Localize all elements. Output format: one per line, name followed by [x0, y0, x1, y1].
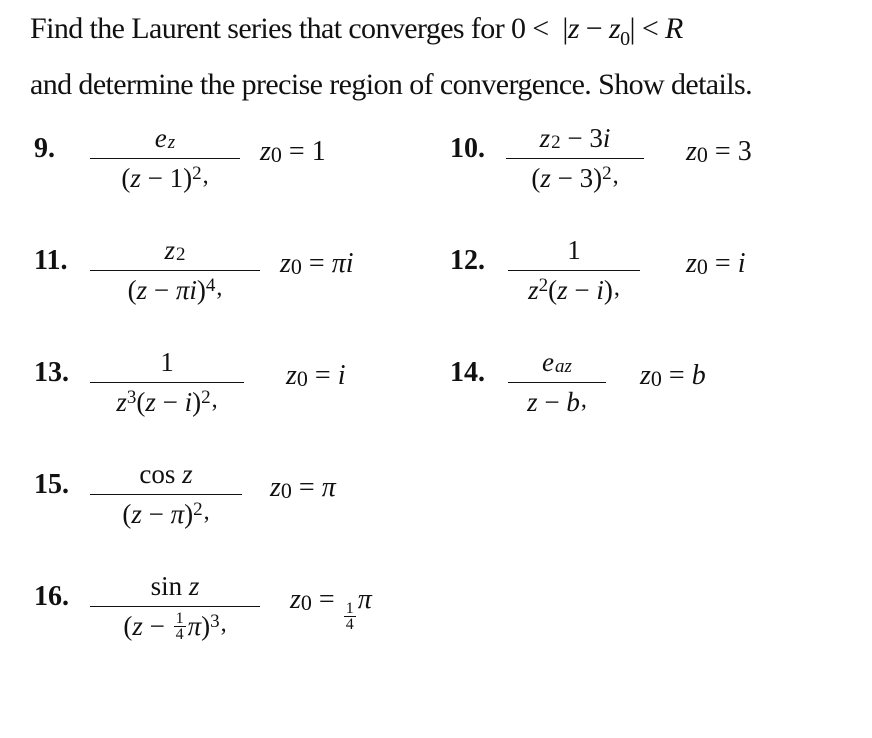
denominator: ( z − πi ) 4 ,	[127, 275, 223, 305]
numerator: e az	[542, 347, 572, 377]
instruction-line-2: and determine the precise region of convergence. Show details.	[30, 68, 752, 101]
problem-number: 10.	[450, 133, 485, 164]
numerator: z 2 − 3 i	[539, 123, 611, 153]
denominator: ( z − 1) 2 ,	[121, 163, 209, 193]
expression	[508, 334, 606, 429]
center-point: z0 = b	[640, 360, 706, 391]
instruction-line-1: Find the Laurent series that converges for $0 < |z - z_0| < R$	[30, 12, 683, 50]
center-point: z0 = $\frac{1}{4}$ π	[290, 584, 372, 633]
center-point: z0 = 3	[686, 136, 752, 167]
denominator: ( z − 1 4 π ) 3 ,	[123, 610, 227, 643]
center-point: z0 = 1	[260, 136, 326, 167]
problem-number: 13.	[34, 357, 69, 388]
center-point: z0 = i	[286, 360, 346, 391]
expression	[506, 110, 644, 205]
problem-number: 16.	[34, 581, 69, 612]
problem-number: 15.	[34, 469, 69, 500]
expression	[90, 222, 260, 317]
expression	[508, 222, 640, 317]
problem-number: 14.	[450, 357, 485, 388]
numerator: e z	[154, 123, 176, 153]
expression	[90, 446, 242, 541]
denominator: z − b ,	[527, 387, 587, 417]
denominator: ( z − π ) 2 ,	[122, 499, 210, 529]
instructions	[30, 6, 860, 108]
center-point: z0 = πi	[280, 248, 354, 279]
expression	[90, 558, 260, 653]
denominator: z 2 ( z − i ) ,	[528, 275, 620, 305]
problem-number: 9.	[34, 133, 55, 164]
numerator: 1	[567, 235, 581, 265]
problem-number: 11.	[34, 245, 68, 276]
center-point: z0 = i	[686, 248, 746, 279]
numerator: cos z	[139, 459, 193, 489]
numerator: sin z	[150, 571, 200, 601]
expression	[90, 110, 240, 205]
denominator: ( z − 3) 2 ,	[531, 163, 619, 193]
problem-number: 12.	[450, 245, 485, 276]
denominator: z 3 ( z − i ) 2 ,	[116, 387, 218, 417]
numerator: z 2	[164, 235, 186, 265]
expression	[90, 334, 244, 429]
center-point: z0 = π	[270, 472, 336, 503]
numerator: 1	[160, 347, 174, 377]
